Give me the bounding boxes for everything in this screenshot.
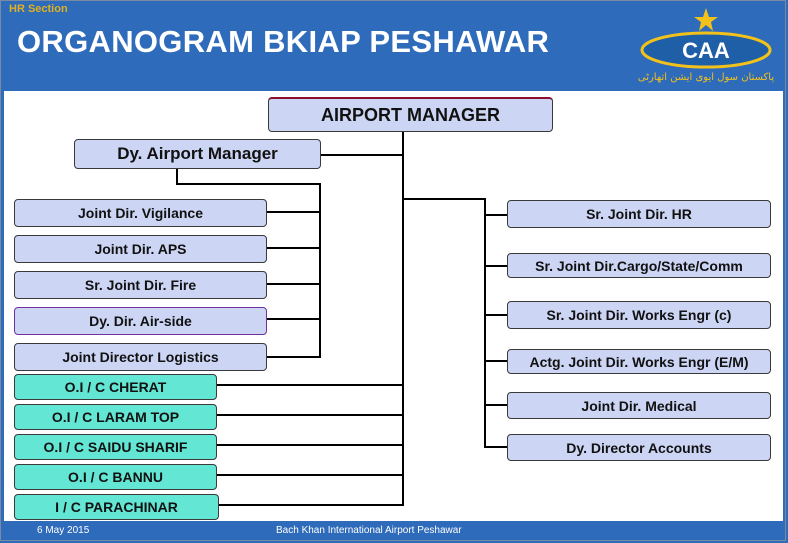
org-box-label: Sr. Joint Dir. HR <box>586 206 692 222</box>
page-title: ORGANOGRAM BKIAP PESHAWAR <box>17 24 550 59</box>
org-box-label: Actg. Joint Dir. Works Engr (E/M) <box>529 353 749 370</box>
org-box-label: Dy. Director Accounts <box>566 439 712 456</box>
org-box-label: Dy. Airport Manager <box>117 144 278 163</box>
section-label: HR Section <box>9 3 68 15</box>
org-box-label: O.I / C BANNU <box>68 469 163 485</box>
org-box-label: O.I / C LARAM TOP <box>51 409 180 425</box>
org-box-label: I / C PARACHINAR <box>55 499 178 515</box>
org-box-label: Sr. Joint Dir. Fire <box>84 277 197 293</box>
org-box-label: O.I / C CHERAT <box>64 379 167 395</box>
org-box-label: Sr. Joint Dir. Works Engr (c) <box>546 307 732 323</box>
org-box-label: Joint Director Logistics <box>62 349 219 365</box>
org-box-label: Joint Dir. APS <box>94 241 187 257</box>
footer-title: Bach Khan International Airport Peshawar <box>276 525 462 536</box>
org-box-label: Sr. Joint Dir.Cargo/State/Comm <box>535 257 743 274</box>
org-box-label: Joint Dir. Medical <box>581 397 697 414</box>
org-box-label: AIRPORT MANAGER <box>321 104 500 125</box>
org-box-label: Joint Dir. Vigilance <box>77 205 203 221</box>
org-box-label: Dy. Dir. Air-side <box>89 313 192 329</box>
footer-date: 6 May 2015 <box>37 525 90 536</box>
org-box-label: O.I / C SAIDU SHARIF <box>43 439 188 455</box>
svg-text:پاکستان سول ایوی ایشن اتھارٹی: پاکستان سول ایوی ایشن اتھارٹی <box>637 72 775 83</box>
svg-text:CAA: CAA <box>682 38 730 63</box>
